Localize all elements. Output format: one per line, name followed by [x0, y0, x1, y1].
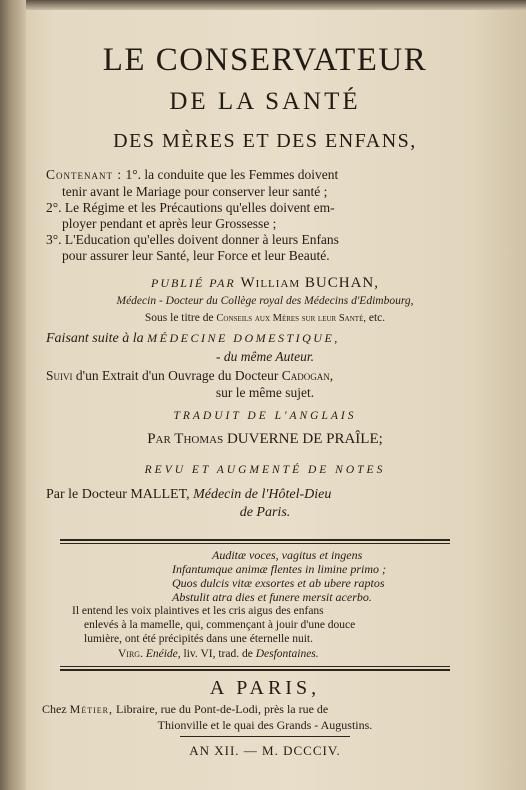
suite-line-1 — [46, 331, 340, 347]
suite-line-2: - du même Auteur. — [216, 349, 314, 364]
reviser-name: Par le Docteur MALLET, — [46, 487, 190, 502]
author-line — [30, 275, 500, 292]
source-translator: Desfontaines. — [255, 648, 319, 660]
epigraph-french-2: enlevés à la mamelle, qui, commençant à jouir d'une douce — [84, 619, 356, 631]
imprint-rule — [180, 736, 350, 737]
title-line-3: DES MÈRES ET DES ENFANS, — [113, 130, 417, 152]
title-line-2: DE LA SANTÉ — [169, 88, 361, 115]
original-title-suffix: etc. — [368, 312, 386, 324]
epigraph-source — [118, 648, 319, 660]
author-last-name: BUCHAN, — [304, 275, 380, 291]
contents-line-2: tenir avant le Mariage pour conserver leur santé ; — [62, 184, 328, 199]
translated-label: TRADUIT DE L'ANGLAIS — [173, 410, 357, 422]
suivi-line-1 — [46, 368, 333, 384]
suivi-lead: Suivi — [46, 368, 73, 383]
suite-prefix: Faisant suite à la — [46, 331, 144, 346]
imprint-chez: Chez — [42, 702, 67, 716]
contents-line-6: pour assurer leur Santé, leur Force et leur Beauté. — [62, 248, 330, 263]
title-line-1: LE CONSERVATEUR — [102, 42, 428, 78]
divider-rule-top-thin — [60, 543, 450, 544]
suite-work: MÉDECINE DOMESTIQUE, — [147, 331, 340, 345]
reviser-line-2: de Paris. — [239, 505, 291, 520]
imprint-address-1: Libraire, rue du Pont-de-Lodi, près la rue de — [116, 702, 329, 716]
contents-line-5: 3°. L'Education qu'elles doivent donner à leurs Enfans — [46, 232, 339, 247]
revised-label: REVU ET AUGMENTÉ DE NOTES — [144, 464, 386, 476]
contents-line-3: 2°. Le Régime et les Précautions qu'elles doivent em- — [46, 200, 335, 215]
publie-label: PUBLIÉ PAR — [150, 276, 236, 290]
suivi-line-2: sur le même sujet. — [215, 385, 315, 400]
divider-rule-top — [60, 539, 450, 541]
reviser-title: Médecin de l'Hôtel-Dieu — [193, 487, 332, 502]
original-title-line — [30, 312, 500, 324]
epigraph-latin-1: Auditæ voces, vagitus et ingens — [212, 548, 363, 562]
imprint-date: AN XII. — M. DCCCIV. — [189, 743, 341, 758]
contents-lead: Contenant : — [46, 167, 123, 182]
original-title-prefix: Sous le titre de — [144, 312, 214, 324]
imprint-city: A PARIS, — [209, 677, 321, 699]
page-gutter — [0, 0, 26, 790]
epigraph-latin-4: Abstulit atra dies et funere mersit acerbo. — [172, 590, 372, 604]
imprint-line-2: Thionville et le quai des Grands - Augustins. — [157, 718, 373, 732]
translator-name: DUVERNE DE PRAÎLE; — [226, 431, 383, 447]
imprint-publisher: Métier, — [69, 702, 113, 716]
author-first-name: William — [240, 275, 301, 291]
epigraph-latin-3: Quos dulcis vitæ exsortes et ab ubere raptos — [172, 576, 385, 590]
epigraph-french-3: lumière, ont été précipités dans une éternelle nuit. — [84, 633, 313, 645]
source-ref: liv. VI, trad. de — [183, 648, 253, 660]
epigraph-latin-2: Infantumque animæ flentes in limine primo ; — [172, 562, 386, 576]
contents-line-4: ployer pendant et après leur Grossesse ; — [62, 216, 277, 231]
contents-line-1 — [46, 167, 338, 183]
translator-line — [30, 431, 500, 448]
divider-rule-bottom-thin — [60, 666, 450, 667]
contents-line-1-text: 1°. la conduite que les Femmes doivent — [125, 167, 339, 182]
translator-prefix: Par Thomas — [147, 431, 224, 447]
epigraph-french-1: Il entend les voix plaintives et les cris aigus des enfans — [72, 605, 324, 617]
divider-rule-bottom — [60, 669, 450, 671]
source-work: Enéide, — [145, 648, 181, 660]
source-author: Virg. — [118, 648, 143, 660]
author-credentials: Médecin - Docteur du Collège royal des Médecins d'Edimbourg, — [116, 295, 414, 307]
imprint-line-1 — [42, 702, 328, 717]
page-top-edge — [26, 0, 526, 10]
reviser-line-1 — [46, 487, 331, 503]
original-title: Conseils aux Mères sur leur Santé, — [216, 313, 366, 324]
suivi-name: Cadogan, — [281, 368, 334, 383]
suivi-text: d'un Extrait d'un Ouvrage du Docteur — [75, 368, 279, 383]
